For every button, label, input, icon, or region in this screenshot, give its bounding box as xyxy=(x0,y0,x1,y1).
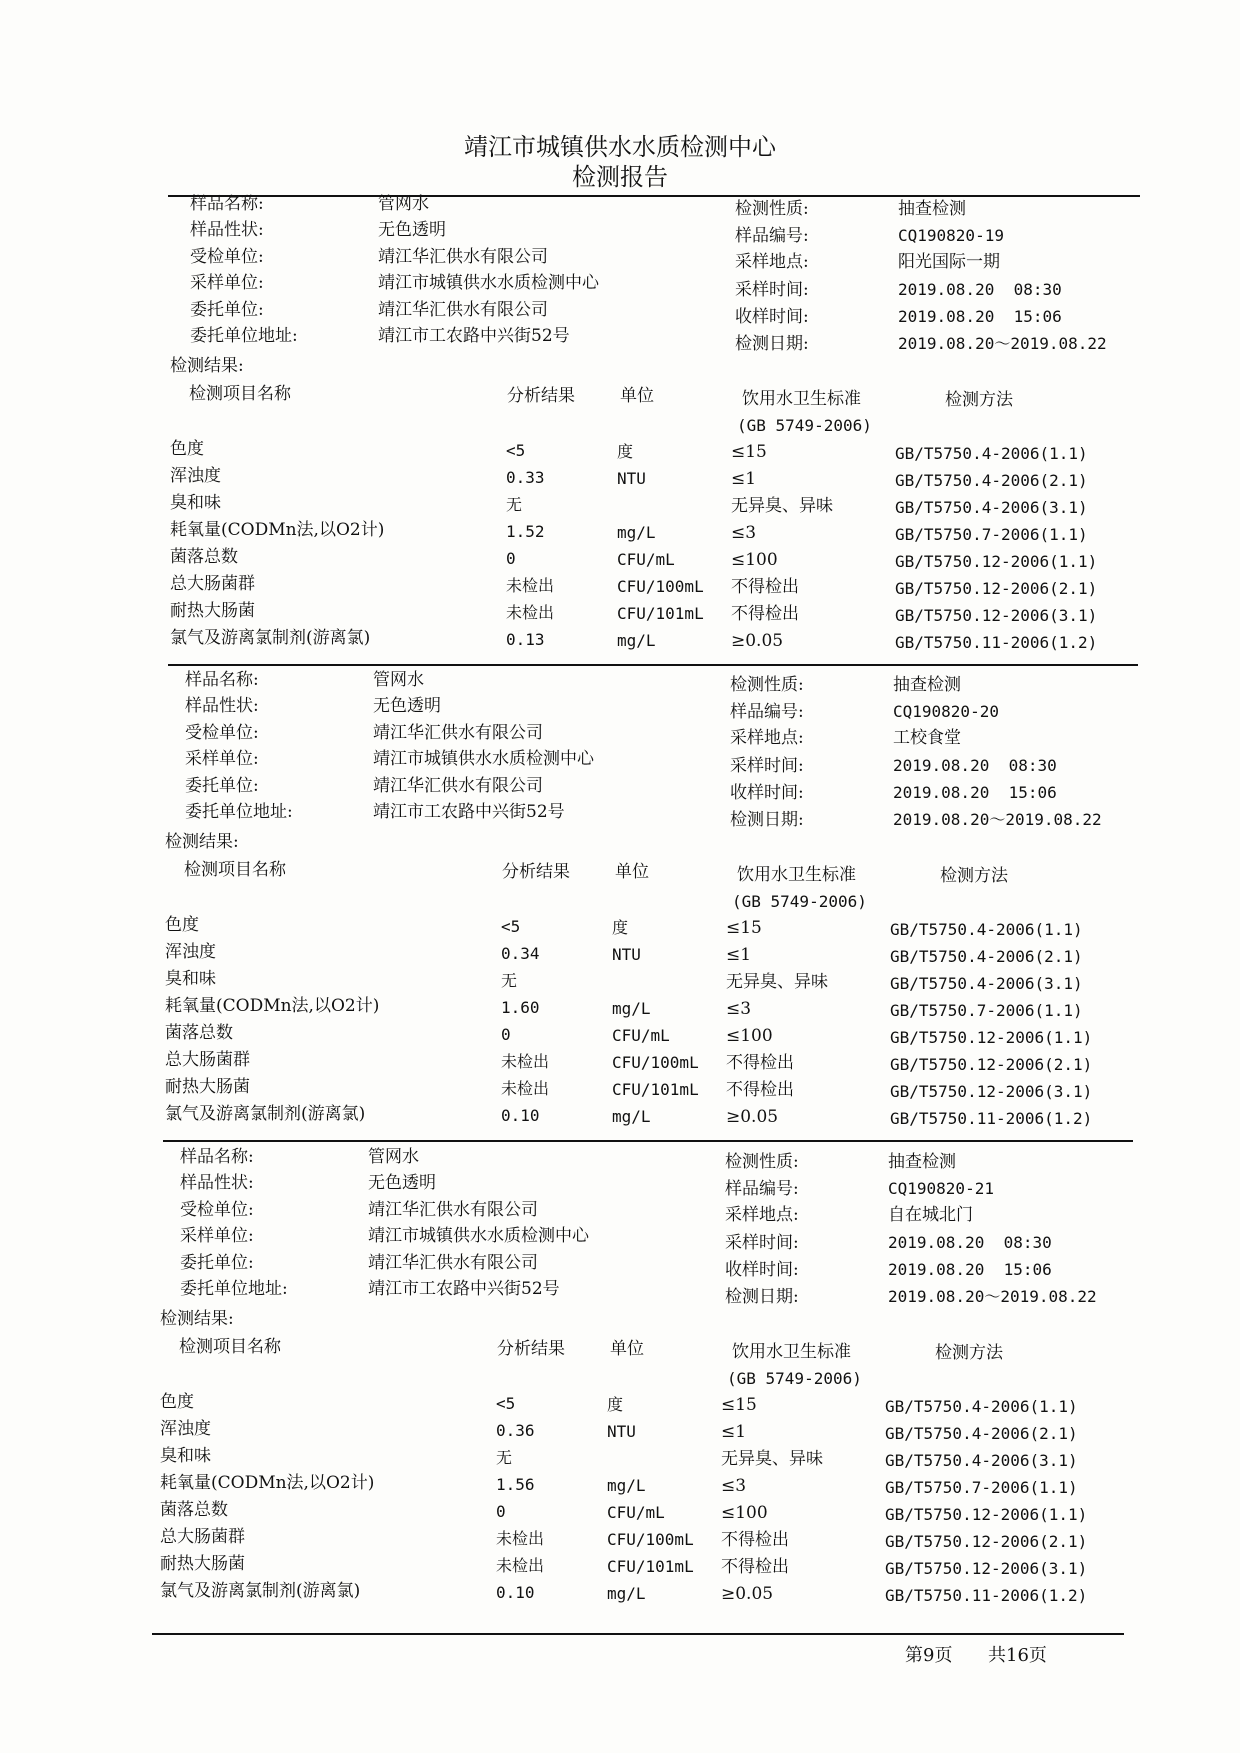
total-coliform-method: GB/T5750.12-2006(2.1) xyxy=(895,579,1098,598)
col-standard-header: 饮用水卫生标准 xyxy=(737,865,856,885)
oxygen-consumption-unit: mg/L xyxy=(617,523,656,542)
col-method-header: 检测方法 xyxy=(945,390,1013,410)
free-chlorine-result: 0.10 xyxy=(496,1583,535,1602)
inspected-unit-value: 靖江华汇供水有限公司 xyxy=(378,247,548,267)
colony-count-item: 菌落总数 xyxy=(165,1023,233,1043)
free-chlorine-standard: ≥0.05 xyxy=(726,1107,779,1127)
sample-property-label: 样品性状: xyxy=(185,696,259,716)
color-unit: 度 xyxy=(617,442,634,461)
col-method-header: 检测方法 xyxy=(935,1343,1003,1363)
colony-count-standard: ≤100 xyxy=(726,1026,773,1046)
colony-count-item: 菌落总数 xyxy=(170,547,238,567)
color-item: 色度 xyxy=(170,439,204,459)
results-label: 检测结果: xyxy=(165,832,239,852)
colony-count-standard: ≤100 xyxy=(721,1503,768,1523)
client-address-value: 靖江市工农路中兴街52号 xyxy=(378,326,570,346)
turbidity-standard: ≤1 xyxy=(721,1422,747,1442)
page-number: 第9页 xyxy=(905,1645,953,1666)
total-coliform-result: 未检出 xyxy=(506,576,555,595)
client-unit-label: 委托单位: xyxy=(190,300,264,320)
sampling-site-value: 工校食堂 xyxy=(893,728,961,748)
free-chlorine-result: 0.13 xyxy=(506,630,545,649)
turbidity-item: 浑浊度 xyxy=(160,1419,211,1439)
inspected-unit-value: 靖江华汇供水有限公司 xyxy=(368,1200,538,1220)
turbidity-item: 浑浊度 xyxy=(170,466,221,486)
col-result-header: 分析结果 xyxy=(497,1339,565,1359)
turbidity-result: 0.33 xyxy=(506,468,545,487)
colony-count-unit: CFU/mL xyxy=(617,550,675,569)
total-coliform-method: GB/T5750.12-2006(2.1) xyxy=(890,1055,1093,1074)
sampling-time-label: 采样时间: xyxy=(735,280,809,300)
color-result: <5 xyxy=(496,1394,516,1413)
test-nature-value: 抽查检测 xyxy=(898,199,966,219)
client-address-value: 靖江市工农路中兴街52号 xyxy=(373,802,565,822)
report-subtitle: 检测报告 xyxy=(572,163,668,191)
turbidity-standard: ≤1 xyxy=(731,469,757,489)
total-coliform-method: GB/T5750.12-2006(2.1) xyxy=(885,1532,1088,1551)
client-unit-label: 委托单位: xyxy=(180,1253,254,1273)
total-coliform-standard: 不得检出 xyxy=(731,577,799,597)
turbidity-method: GB/T5750.4-2006(2.1) xyxy=(885,1424,1078,1443)
col-item-header: 检测项目名称 xyxy=(189,384,291,404)
oxygen-consumption-result: 1.60 xyxy=(501,998,540,1017)
thermotolerant-coliform-unit: CFU/101mL xyxy=(607,1557,694,1576)
odor-method: GB/T5750.4-2006(3.1) xyxy=(885,1451,1078,1470)
col-item-header: 检测项目名称 xyxy=(179,1337,281,1357)
turbidity-method: GB/T5750.4-2006(2.1) xyxy=(895,471,1088,490)
color-unit: 度 xyxy=(612,918,629,937)
odor-standard: 无异臭、异味 xyxy=(726,972,828,992)
turbidity-item: 浑浊度 xyxy=(165,942,216,962)
results-label: 检测结果: xyxy=(170,356,244,376)
color-standard: ≤15 xyxy=(731,442,767,462)
odor-item: 臭和味 xyxy=(170,493,221,513)
sampling-site-value: 自在城北门 xyxy=(888,1205,973,1225)
colony-count-unit: CFU/mL xyxy=(612,1026,670,1045)
total-coliform-standard: 不得检出 xyxy=(726,1053,794,1073)
test-date-value: 2019.08.20～2019.08.22 xyxy=(893,810,1102,829)
turbidity-standard: ≤1 xyxy=(726,945,752,965)
thermotolerant-coliform-item: 耐热大肠菌 xyxy=(170,601,255,621)
col-standard-code: (GB 5749-2006) xyxy=(732,892,867,911)
turbidity-unit: NTU xyxy=(617,469,646,488)
odor-result: 无 xyxy=(501,971,518,990)
sampling-unit-value: 靖江市城镇供水水质检测中心 xyxy=(373,749,594,769)
sample-no-value: CQ190820-20 xyxy=(893,702,999,721)
client-unit-label: 委托单位: xyxy=(185,776,259,796)
test-date-label: 检测日期: xyxy=(725,1287,799,1307)
free-chlorine-method: GB/T5750.11-2006(1.2) xyxy=(885,1586,1088,1605)
total-coliform-item: 总大肠菌群 xyxy=(165,1050,250,1070)
oxygen-consumption-standard: ≤3 xyxy=(726,999,752,1019)
free-chlorine-item: 氯气及游离氯制剂(游离氯) xyxy=(170,628,371,648)
test-nature-label: 检测性质: xyxy=(730,675,804,695)
sampling-site-label: 采样地点: xyxy=(725,1205,799,1225)
sample-name-label: 样品名称: xyxy=(185,670,259,690)
thermotolerant-coliform-method: GB/T5750.12-2006(3.1) xyxy=(885,1559,1088,1578)
test-date-label: 检测日期: xyxy=(735,334,809,354)
oxygen-consumption-item: 耗氧量(CODMn法,以O2计) xyxy=(165,996,380,1016)
test-nature-value: 抽查检测 xyxy=(888,1152,956,1172)
receive-time-value: 2019.08.20 15:06 xyxy=(888,1260,1052,1279)
color-method: GB/T5750.4-2006(1.1) xyxy=(895,444,1088,463)
thermotolerant-coliform-item: 耐热大肠菌 xyxy=(165,1077,250,1097)
col-standard-code: (GB 5749-2006) xyxy=(737,416,872,435)
color-method: GB/T5750.4-2006(1.1) xyxy=(885,1397,1078,1416)
sample-name-label: 样品名称: xyxy=(190,194,264,214)
sample-section-1 xyxy=(0,0,1240,652)
sampling-time-label: 采样时间: xyxy=(725,1233,799,1253)
total-coliform-unit: CFU/100mL xyxy=(612,1053,699,1072)
free-chlorine-standard: ≥0.05 xyxy=(721,1584,774,1604)
sample-name-value: 管网水 xyxy=(378,194,429,214)
total-coliform-result: 未检出 xyxy=(501,1052,550,1071)
free-chlorine-standard: ≥0.05 xyxy=(731,631,784,651)
oxygen-consumption-method: GB/T5750.7-2006(1.1) xyxy=(885,1478,1078,1497)
sampling-time-value: 2019.08.20 08:30 xyxy=(893,756,1057,775)
odor-standard: 无异臭、异味 xyxy=(721,1449,823,1469)
report-title: 靖江市城镇供水水质检测中心 xyxy=(464,133,776,161)
colony-count-result: 0 xyxy=(496,1502,506,1521)
odor-method: GB/T5750.4-2006(3.1) xyxy=(895,498,1088,517)
client-address-label: 委托单位地址: xyxy=(190,326,298,346)
sampling-unit-label: 采样单位: xyxy=(180,1226,254,1246)
col-standard-header: 饮用水卫生标准 xyxy=(742,389,861,409)
sample-section-3 xyxy=(0,953,1230,1605)
color-item: 色度 xyxy=(160,1392,194,1412)
col-item-header: 检测项目名称 xyxy=(184,860,286,880)
free-chlorine-unit: mg/L xyxy=(607,1584,646,1603)
odor-result: 无 xyxy=(496,1448,513,1467)
test-nature-label: 检测性质: xyxy=(735,199,809,219)
inspected-unit-label: 受检单位: xyxy=(180,1200,254,1220)
col-method-header: 检测方法 xyxy=(940,866,1008,886)
thermotolerant-coliform-result: 未检出 xyxy=(506,603,555,622)
free-chlorine-unit: mg/L xyxy=(617,631,656,650)
sample-property-value: 无色透明 xyxy=(378,220,446,240)
sample-property-value: 无色透明 xyxy=(373,696,441,716)
client-address-label: 委托单位地址: xyxy=(185,802,293,822)
footer-divider xyxy=(152,1633,1124,1635)
inspected-unit-label: 受检单位: xyxy=(190,247,264,267)
sample-property-label: 样品性状: xyxy=(190,220,264,240)
color-standard: ≤15 xyxy=(721,1395,757,1415)
col-result-header: 分析结果 xyxy=(507,386,575,406)
sampling-site-label: 采样地点: xyxy=(735,252,809,272)
sampling-site-value: 阳光国际一期 xyxy=(898,252,1000,272)
colony-count-result: 0 xyxy=(501,1025,511,1044)
oxygen-consumption-method: GB/T5750.7-2006(1.1) xyxy=(895,525,1088,544)
client-address-value: 靖江市工农路中兴街52号 xyxy=(368,1279,560,1299)
col-unit-header: 单位 xyxy=(615,862,649,882)
odor-result: 无 xyxy=(506,495,523,514)
color-item: 色度 xyxy=(165,915,199,935)
odor-method: GB/T5750.4-2006(3.1) xyxy=(890,974,1083,993)
col-standard-header: 饮用水卫生标准 xyxy=(732,1342,851,1362)
total-coliform-unit: CFU/100mL xyxy=(607,1530,694,1549)
test-nature-value: 抽查检测 xyxy=(893,675,961,695)
colony-count-method: GB/T5750.12-2006(1.1) xyxy=(895,552,1098,571)
sample-name-label: 样品名称: xyxy=(180,1147,254,1167)
turbidity-unit: NTU xyxy=(612,945,641,964)
oxygen-consumption-standard: ≤3 xyxy=(731,523,757,543)
oxygen-consumption-item: 耗氧量(CODMn法,以O2计) xyxy=(160,1473,375,1493)
odor-standard: 无异臭、异味 xyxy=(731,496,833,516)
sampling-time-value: 2019.08.20 08:30 xyxy=(898,280,1062,299)
sample-no-value: CQ190820-21 xyxy=(888,1179,994,1198)
colony-count-result: 0 xyxy=(506,549,516,568)
thermotolerant-coliform-standard: 不得检出 xyxy=(726,1080,794,1100)
sample-no-label: 样品编号: xyxy=(735,226,809,246)
free-chlorine-unit: mg/L xyxy=(612,1107,651,1126)
client-address-label: 委托单位地址: xyxy=(180,1279,288,1299)
color-standard: ≤15 xyxy=(726,918,762,938)
sampling-unit-label: 采样单位: xyxy=(190,273,264,293)
test-date-value: 2019.08.20～2019.08.22 xyxy=(898,334,1107,353)
total-coliform-standard: 不得检出 xyxy=(721,1530,789,1550)
color-result: <5 xyxy=(501,917,521,936)
total-coliform-item: 总大肠菌群 xyxy=(160,1527,245,1547)
turbidity-unit: NTU xyxy=(607,1422,636,1441)
colony-count-standard: ≤100 xyxy=(731,550,778,570)
thermotolerant-coliform-item: 耐热大肠菌 xyxy=(160,1554,245,1574)
test-nature-label: 检测性质: xyxy=(725,1152,799,1172)
sample-property-value: 无色透明 xyxy=(368,1173,436,1193)
inspected-unit-label: 受检单位: xyxy=(185,723,259,743)
receive-time-label: 收样时间: xyxy=(730,783,804,803)
thermotolerant-coliform-unit: CFU/101mL xyxy=(612,1080,699,1099)
inspected-unit-value: 靖江华汇供水有限公司 xyxy=(373,723,543,743)
thermotolerant-coliform-result: 未检出 xyxy=(501,1079,550,1098)
total-coliform-unit: CFU/100mL xyxy=(617,577,704,596)
free-chlorine-method: GB/T5750.11-2006(1.2) xyxy=(895,633,1098,652)
test-date-label: 检测日期: xyxy=(730,810,804,830)
turbidity-result: 0.36 xyxy=(496,1421,535,1440)
free-chlorine-item: 氯气及游离氯制剂(游离氯) xyxy=(160,1581,361,1601)
sample-no-value: CQ190820-19 xyxy=(898,226,1004,245)
oxygen-consumption-method: GB/T5750.7-2006(1.1) xyxy=(890,1001,1083,1020)
turbidity-result: 0.34 xyxy=(501,944,540,963)
oxygen-consumption-standard: ≤3 xyxy=(721,1476,747,1496)
colony-count-unit: CFU/mL xyxy=(607,1503,665,1522)
col-standard-code: (GB 5749-2006) xyxy=(727,1369,862,1388)
test-date-value: 2019.08.20～2019.08.22 xyxy=(888,1287,1097,1306)
sampling-unit-label: 采样单位: xyxy=(185,749,259,769)
oxygen-consumption-item: 耗氧量(CODMn法,以O2计) xyxy=(170,520,385,540)
color-unit: 度 xyxy=(607,1395,624,1414)
sample-name-value: 管网水 xyxy=(368,1147,419,1167)
col-result-header: 分析结果 xyxy=(502,862,570,882)
total-coliform-item: 总大肠菌群 xyxy=(170,574,255,594)
oxygen-consumption-result: 1.52 xyxy=(506,522,545,541)
thermotolerant-coliform-result: 未检出 xyxy=(496,1556,545,1575)
client-unit-value: 靖江华汇供水有限公司 xyxy=(368,1253,538,1273)
free-chlorine-result: 0.10 xyxy=(501,1106,540,1125)
client-unit-value: 靖江华汇供水有限公司 xyxy=(373,776,543,796)
sample-name-value: 管网水 xyxy=(373,670,424,690)
oxygen-consumption-unit: mg/L xyxy=(612,999,651,1018)
thermotolerant-coliform-unit: CFU/101mL xyxy=(617,604,704,623)
odor-item: 臭和味 xyxy=(165,969,216,989)
col-unit-header: 单位 xyxy=(610,1339,644,1359)
odor-item: 臭和味 xyxy=(160,1446,211,1466)
sampling-unit-value: 靖江市城镇供水水质检测中心 xyxy=(378,273,599,293)
colony-count-method: GB/T5750.12-2006(1.1) xyxy=(885,1505,1088,1524)
thermotolerant-coliform-standard: 不得检出 xyxy=(721,1557,789,1577)
page-total: 共16页 xyxy=(988,1645,1047,1666)
sampling-time-label: 采样时间: xyxy=(730,756,804,776)
receive-time-label: 收样时间: xyxy=(735,307,809,327)
color-result: <5 xyxy=(506,441,526,460)
colony-count-method: GB/T5750.12-2006(1.1) xyxy=(890,1028,1093,1047)
col-unit-header: 单位 xyxy=(620,386,654,406)
receive-time-value: 2019.08.20 15:06 xyxy=(893,783,1057,802)
free-chlorine-method: GB/T5750.11-2006(1.2) xyxy=(890,1109,1093,1128)
sampling-time-value: 2019.08.20 08:30 xyxy=(888,1233,1052,1252)
receive-time-label: 收样时间: xyxy=(725,1260,799,1280)
free-chlorine-item: 氯气及游离氯制剂(游离氯) xyxy=(165,1104,366,1124)
client-unit-value: 靖江华汇供水有限公司 xyxy=(378,300,548,320)
sample-property-label: 样品性状: xyxy=(180,1173,254,1193)
sampling-site-label: 采样地点: xyxy=(730,728,804,748)
sample-no-label: 样品编号: xyxy=(725,1179,799,1199)
thermotolerant-coliform-standard: 不得检出 xyxy=(731,604,799,624)
sampling-unit-value: 靖江市城镇供水水质检测中心 xyxy=(368,1226,589,1246)
colony-count-item: 菌落总数 xyxy=(160,1500,228,1520)
sample-no-label: 样品编号: xyxy=(730,702,804,722)
thermotolerant-coliform-method: GB/T5750.12-2006(3.1) xyxy=(895,606,1098,625)
sample-section-2 xyxy=(0,476,1235,1128)
oxygen-consumption-unit: mg/L xyxy=(607,1476,646,1495)
thermotolerant-coliform-method: GB/T5750.12-2006(3.1) xyxy=(890,1082,1093,1101)
color-method: GB/T5750.4-2006(1.1) xyxy=(890,920,1083,939)
oxygen-consumption-result: 1.56 xyxy=(496,1475,535,1494)
results-label: 检测结果: xyxy=(160,1309,234,1329)
total-coliform-result: 未检出 xyxy=(496,1529,545,1548)
turbidity-method: GB/T5750.4-2006(2.1) xyxy=(890,947,1083,966)
receive-time-value: 2019.08.20 15:06 xyxy=(898,307,1062,326)
